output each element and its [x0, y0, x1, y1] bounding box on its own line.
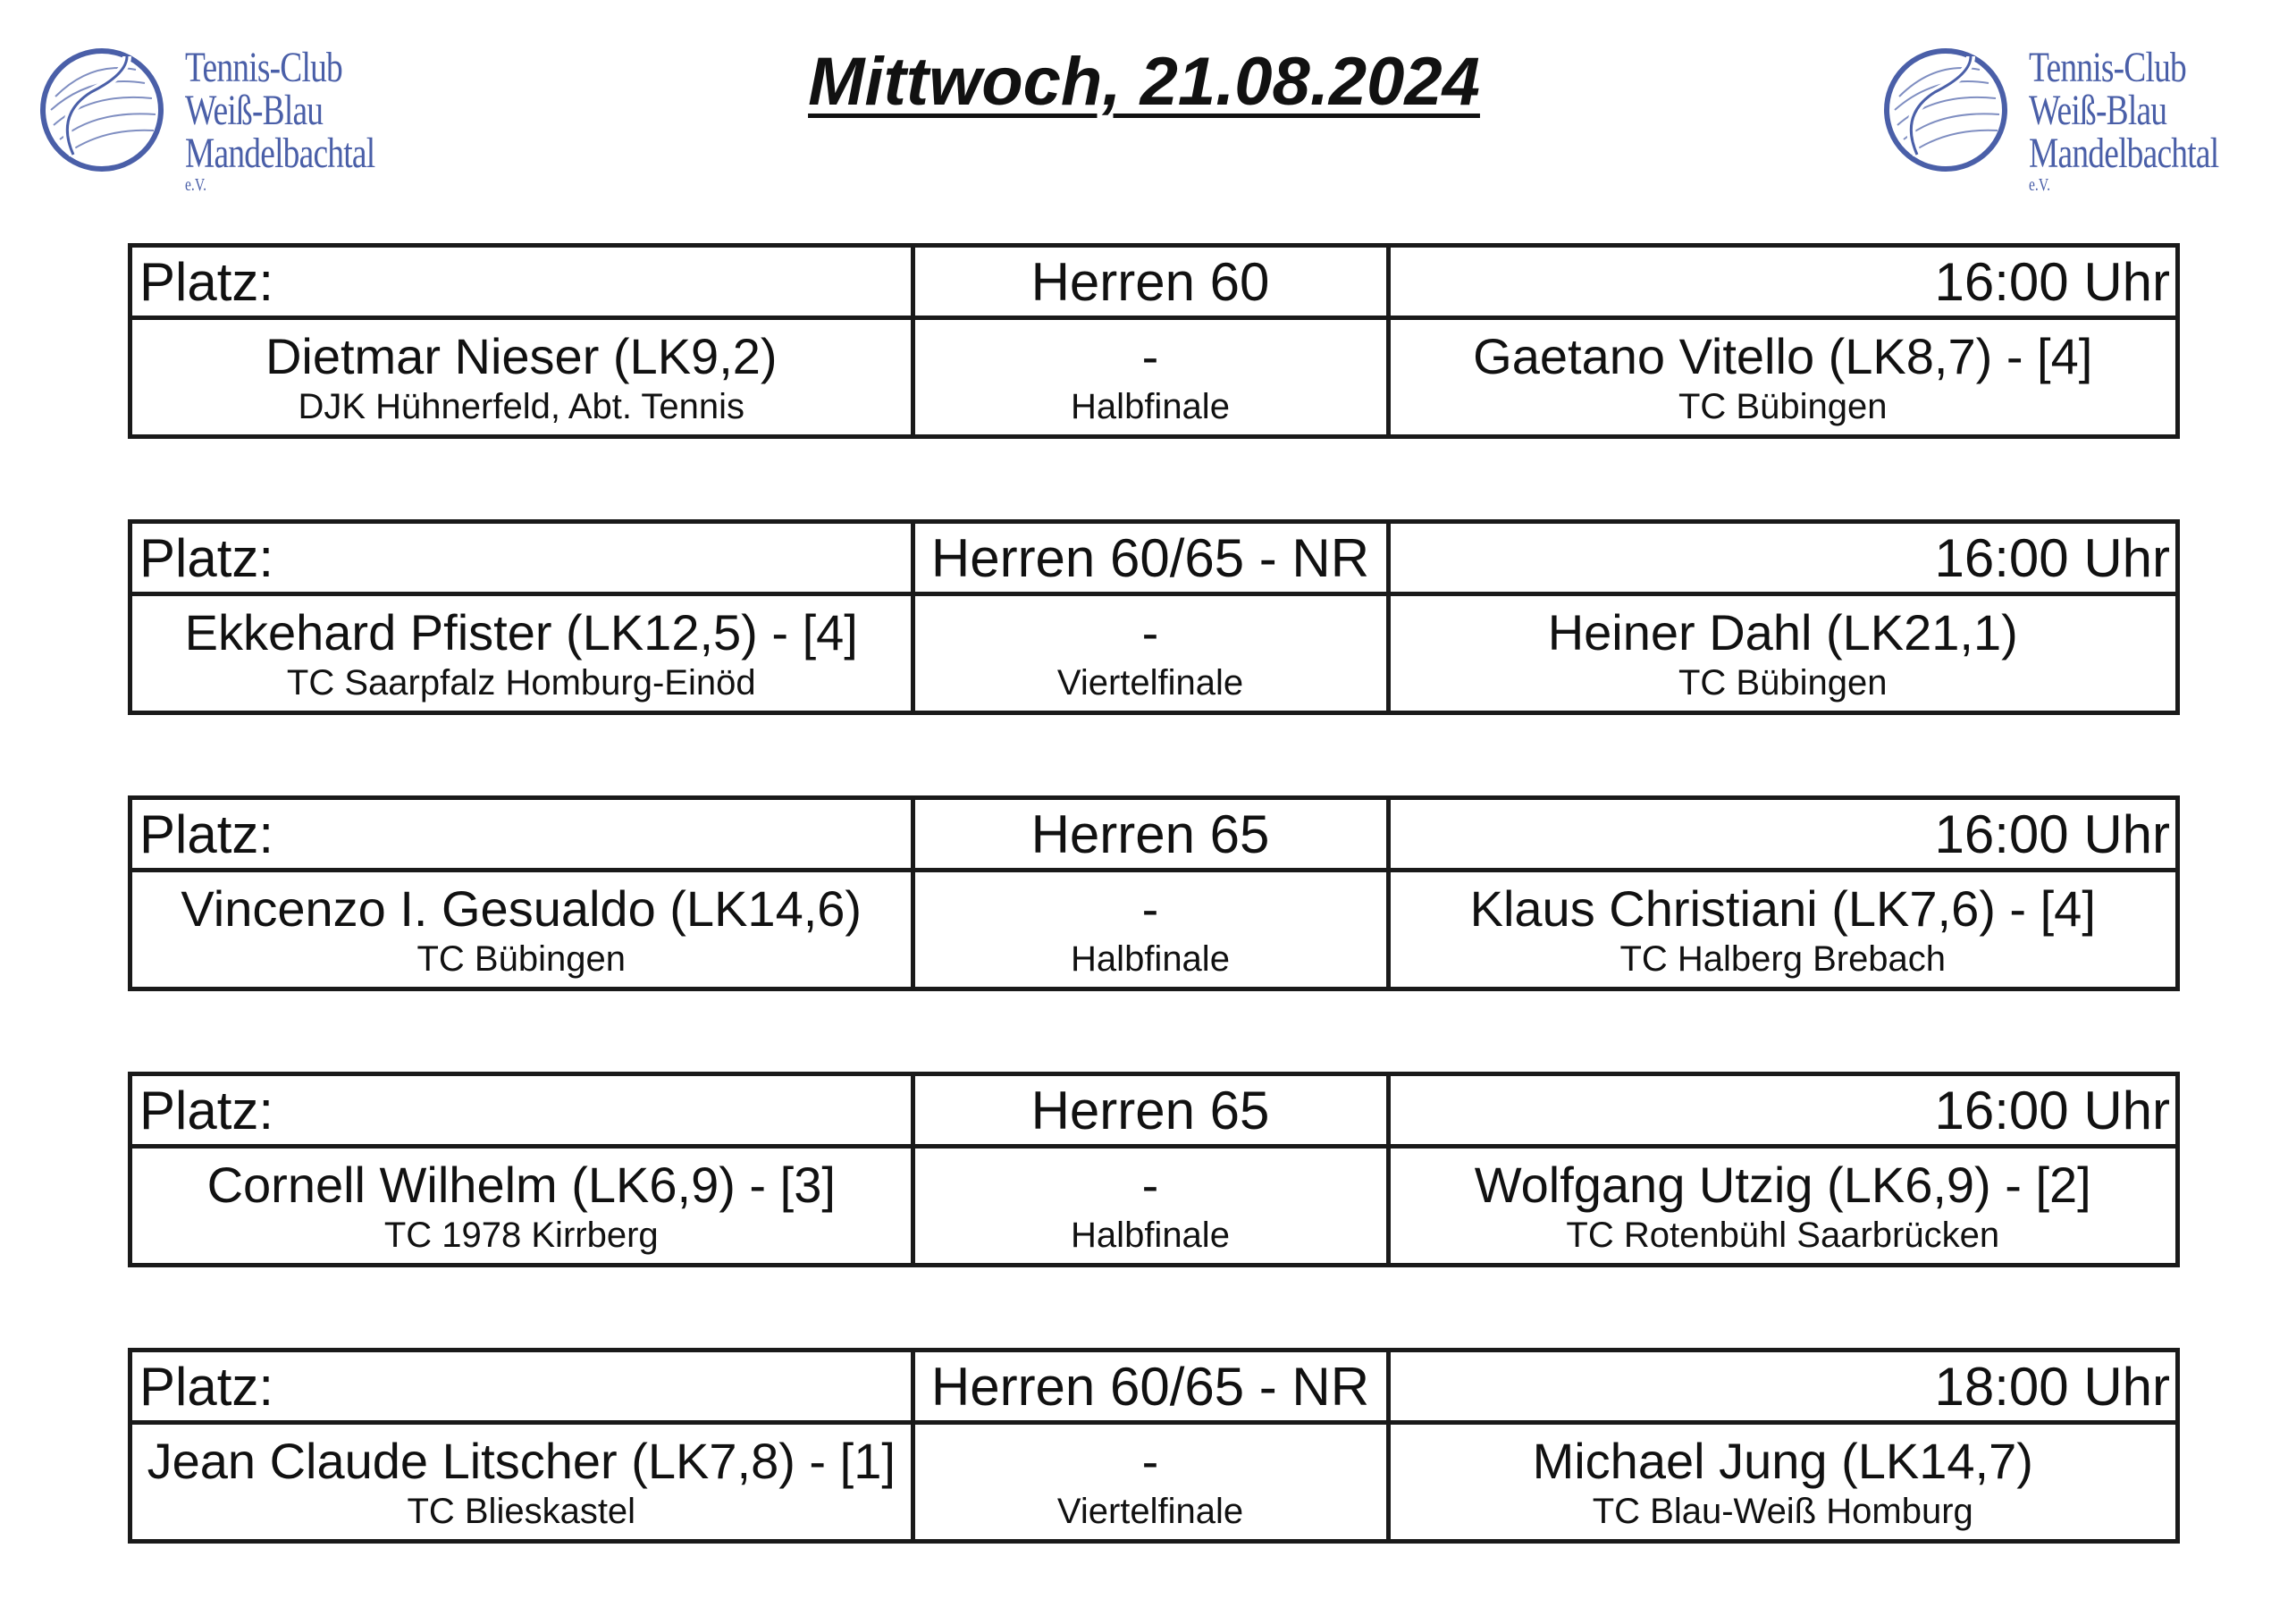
player1-name: Vincenzo I. Gesualdo (LK14,6)	[181, 880, 862, 937]
player2-cell	[1388, 1147, 2175, 1264]
player1-name: Cornell Wilhelm (LK6,9) - [3]	[206, 1157, 836, 1213]
versus-separator: -	[1141, 1433, 1159, 1489]
match-round: Viertelfinale	[1056, 663, 1244, 703]
match-time: 16:00 Uhr	[1388, 1076, 2175, 1147]
club-logo-text: Tennis-Club Weiß-Blau Mandelbachtal e.V.	[185, 44, 375, 195]
player1-club: TC Blieskastel	[407, 1492, 636, 1531]
player2-club: TC Blau-Weiß Homburg	[1592, 1492, 1973, 1531]
player1-cell	[132, 594, 913, 711]
round-cell	[913, 594, 1388, 711]
round-cell	[913, 318, 1388, 435]
page-title: Mittwoch, 21.08.2024	[808, 44, 1480, 120]
match-round: Viertelfinale	[1056, 1492, 1244, 1531]
versus-separator: -	[1141, 328, 1159, 384]
match-category: Herren 65	[913, 800, 1388, 871]
player1-club: DJK Hühnerfeld, Abt. Tennis	[298, 387, 745, 426]
player2-name: Heiner Dahl (LK21,1)	[1547, 604, 2018, 661]
player2-cell	[1388, 871, 2175, 988]
match-round: Halbfinale	[1071, 387, 1230, 426]
match-list	[128, 243, 2174, 1624]
match-time: 16:00 Uhr	[1388, 524, 2175, 594]
player2-name: Wolfgang Utzig (LK6,9) - [2]	[1474, 1157, 2091, 1213]
versus-separator: -	[1141, 604, 1159, 661]
match-card	[128, 519, 2180, 715]
match-time: 16:00 Uhr	[1388, 800, 2175, 871]
player2-name: Gaetano Vitello (LK8,7) - [4]	[1473, 328, 2093, 384]
player2-name: Klaus Christiani (LK7,6) - [4]	[1469, 880, 2096, 937]
match-time: 16:00 Uhr	[1388, 248, 2175, 318]
player2-cell	[1388, 1423, 2175, 1540]
player1-name: Ekkehard Pfister (LK12,5) - [4]	[184, 604, 858, 661]
player1-cell	[132, 1423, 913, 1540]
player2-club: TC Bübingen	[1678, 663, 1888, 703]
court-label: Platz:	[132, 524, 913, 594]
player1-name: Dietmar Nieser (LK9,2)	[265, 328, 778, 384]
versus-separator: -	[1141, 1157, 1159, 1213]
match-card	[128, 795, 2180, 991]
player1-name: Jean Claude Litscher (LK7,8) - [1]	[147, 1433, 896, 1489]
player1-club: TC Saarpfalz Homburg-Einöd	[286, 663, 756, 703]
player1-club: TC 1978 Kirrberg	[383, 1216, 659, 1255]
match-round: Halbfinale	[1071, 939, 1230, 979]
club-logo-text: Tennis-Club Weiß-Blau Mandelbachtal e.V.	[2029, 44, 2219, 195]
court-label: Platz:	[132, 1352, 913, 1423]
round-cell	[913, 871, 1388, 988]
match-time: 18:00 Uhr	[1388, 1352, 2175, 1423]
player1-club: TC Bübingen	[416, 939, 626, 979]
match-card	[128, 1072, 2180, 1267]
player2-club: TC Bübingen	[1678, 387, 1888, 426]
player2-cell	[1388, 594, 2175, 711]
round-cell	[913, 1147, 1388, 1264]
match-category: Herren 60/65 - NR	[913, 1352, 1388, 1423]
player2-cell	[1388, 318, 2175, 435]
round-cell	[913, 1423, 1388, 1540]
player2-name: Michael Jung (LK14,7)	[1532, 1433, 2033, 1489]
match-category: Herren 60/65 - NR	[913, 524, 1388, 594]
match-category: Herren 65	[913, 1076, 1388, 1147]
player1-cell	[132, 318, 913, 435]
match-category: Herren 60	[913, 248, 1388, 318]
court-label: Platz:	[132, 248, 913, 318]
match-card	[128, 243, 2180, 439]
versus-separator: -	[1141, 880, 1159, 937]
player2-club: TC Rotenbühl Saarbrücken	[1566, 1216, 2000, 1255]
player1-cell	[132, 1147, 913, 1264]
player1-cell	[132, 871, 913, 988]
player2-club: TC Halberg Brebach	[1619, 939, 1947, 979]
court-label: Platz:	[132, 800, 913, 871]
match-card	[128, 1348, 2180, 1544]
court-label: Platz:	[132, 1076, 913, 1147]
match-round: Halbfinale	[1071, 1216, 1230, 1255]
